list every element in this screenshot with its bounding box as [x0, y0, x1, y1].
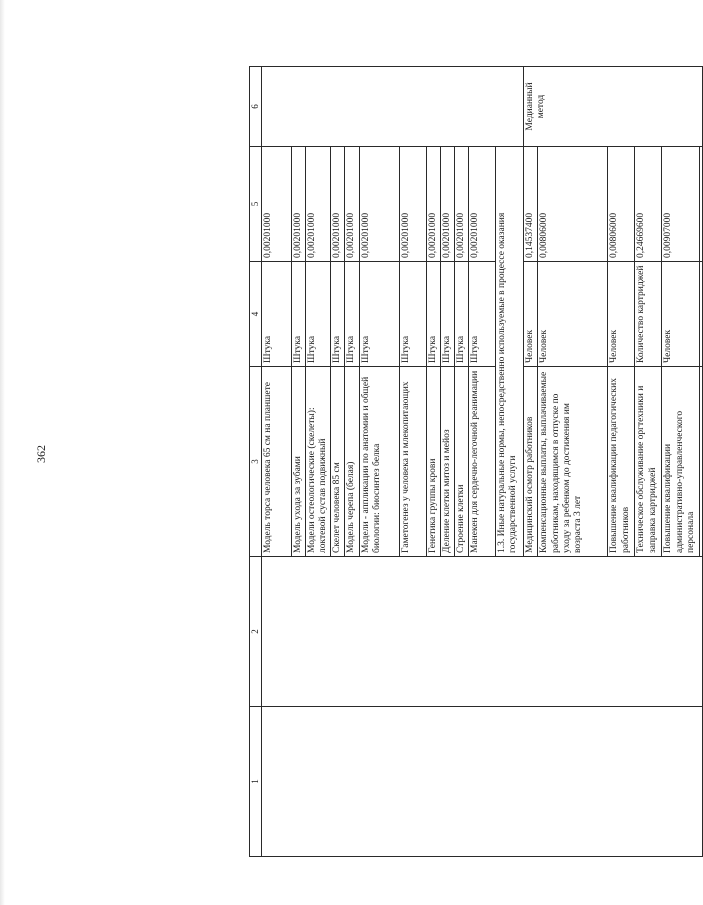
- item-unit: Количество картриджей: [635, 262, 662, 367]
- item-value: 0,00201000: [440, 147, 454, 262]
- method-cell: Медианный метод: [524, 67, 703, 147]
- item-value: 0,00201000: [261, 147, 291, 262]
- column-1-cell: [261, 707, 703, 857]
- item-value: 0,00806000: [538, 147, 608, 262]
- item-name: Скелет человека 85 см: [331, 367, 345, 557]
- item-value: 0,00201000: [399, 147, 426, 262]
- item-name: Техническое обслуживание оргтехники и заправка картриджей: [635, 367, 662, 557]
- header-cell: 6: [250, 67, 262, 147]
- rotated-table-frame: [249, 67, 696, 857]
- column-2-cell: [261, 557, 703, 707]
- header-cell: 4: [250, 262, 262, 367]
- filler-cell: [700, 262, 703, 367]
- table-row: [261, 67, 291, 857]
- item-unit: Штука: [305, 262, 330, 367]
- item-unit: Человек: [608, 262, 635, 367]
- item-unit: Человек: [538, 262, 608, 367]
- item-name: Модели - аппликации по анатомии и общей биологии: биосинтез белка: [359, 367, 399, 557]
- item-name: Модель ухода за зубами: [291, 367, 305, 557]
- item-unit: Штука: [469, 262, 496, 367]
- column-6-cell: [261, 67, 524, 147]
- item-unit: Штука: [291, 262, 305, 367]
- filler-cell: [700, 147, 703, 262]
- item-value: 0,00201000: [345, 147, 359, 262]
- header-cell: 3: [250, 367, 262, 557]
- item-value: 0,00201000: [455, 147, 469, 262]
- item-name: Строение клетки: [455, 367, 469, 557]
- item-name: Манекен для сердечно-легочной реанимации: [469, 367, 496, 557]
- item-name: Модель черепа (белая): [345, 367, 359, 557]
- item-name: Генетика группы крови: [426, 367, 440, 557]
- item-unit: Штука: [426, 262, 440, 367]
- item-unit: Штука: [399, 262, 426, 367]
- document-sheet: [249, 67, 696, 857]
- item-unit: Штука: [440, 262, 454, 367]
- item-unit: Штука: [455, 262, 469, 367]
- item-name: Модель торса человека 65 см на планшете: [261, 367, 291, 557]
- item-name: Модели остеологические (скелеты): локтевой сустав подвижный: [305, 367, 330, 557]
- item-name: Гаметогенез у человека и млекопитающих: [399, 367, 426, 557]
- item-name: Деление клетки митоз и мейоз: [440, 367, 454, 557]
- item-value: 0,00201000: [426, 147, 440, 262]
- item-name: Повышение квалификации педагогических работников: [608, 367, 635, 557]
- section-title: 1.3. Иные натуральные нормы, непосредственно используемые в процессе оказания государственной услуги: [496, 147, 524, 557]
- scan-edge: [0, 0, 5, 905]
- item-name: Компенсационные выплаты, выплачиваемые работникам, находящимся в отпуске по уходу за ребенком до достижения им возраста 3 лет: [538, 367, 608, 557]
- item-value: 0,00201000: [359, 147, 399, 262]
- filler-cell: [700, 367, 703, 557]
- item-unit: Человек: [662, 262, 700, 367]
- item-unit: Штука: [345, 262, 359, 367]
- norms-table: [249, 66, 703, 857]
- item-value: 0,24669600: [635, 147, 662, 262]
- item-value: 0,14537400: [524, 147, 538, 262]
- item-unit: Штука: [331, 262, 345, 367]
- page-number: 362: [34, 445, 48, 463]
- item-unit: Штука: [359, 262, 399, 367]
- item-value: 0,00201000: [469, 147, 496, 262]
- header-cell: 5: [250, 147, 262, 262]
- item-name: Медицинский осмотр работников: [524, 367, 538, 557]
- item-unit: Человек: [524, 262, 538, 367]
- item-value: 0,00201000: [291, 147, 305, 262]
- item-value: 0,00201000: [331, 147, 345, 262]
- item-value: 0,00806000: [608, 147, 635, 262]
- header-row: [250, 67, 262, 857]
- item-value: 0,00907000: [662, 147, 700, 262]
- header-cell: 2: [250, 557, 262, 707]
- item-value: 0,00201000: [305, 147, 330, 262]
- header-cell: 1: [250, 707, 262, 857]
- item-unit: Штука: [261, 262, 291, 367]
- item-name: Повышение квалификации административно-управленческого персонала: [662, 367, 700, 557]
